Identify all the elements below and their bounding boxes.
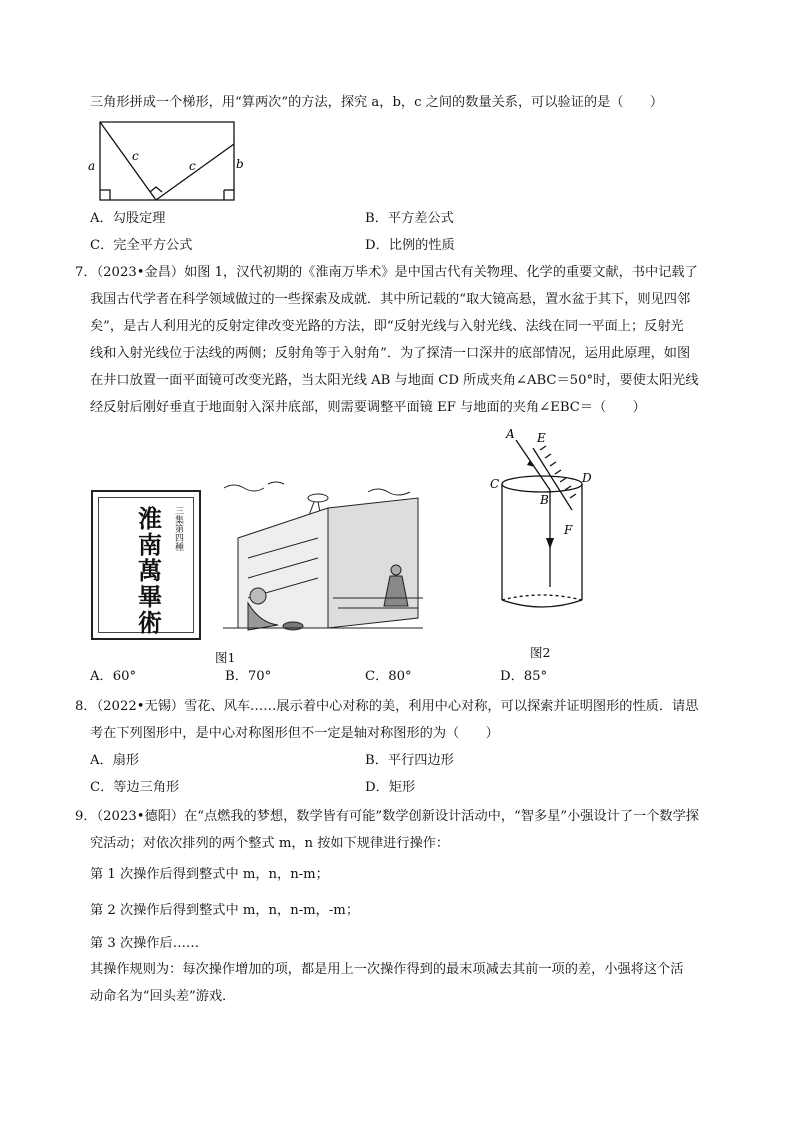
q8-option-d[interactable]: D．矩形	[365, 780, 416, 795]
book-char-4: 畢	[138, 582, 162, 611]
book-char-2: 南	[138, 530, 162, 559]
q9-line-2: 究活动；对依次排列的两个整式 m，n 按如下规律进行操作：	[90, 836, 450, 851]
fig2-label-C: C	[490, 477, 500, 491]
q7-option-d[interactable]: D．85°	[500, 669, 548, 684]
q9-line-1: 9．（2023•德阳）在“点燃我的梦想，数学皆有可能”数学创新设计活动中，“智多星”小强设计了一个数学探	[75, 809, 699, 824]
book-char-3: 萬	[138, 556, 162, 585]
q7-fig1-caption: 图1	[215, 650, 236, 665]
q7-option-c[interactable]: C．80°	[365, 669, 412, 684]
q6-label-b: b	[236, 157, 244, 171]
q7-line-4: 线和入射光线位于法线的两侧；反射角等于入射角”．为了探清一口深井的底部情况，运用此原理，如图	[90, 346, 691, 361]
q7-line-6: 经反射后刚好垂直于地面射入深井底部，则需要调整平面镜 EF 与地面的夹角∠EBC＝（ ）	[90, 400, 646, 415]
fig2-label-D: D	[582, 471, 592, 485]
q7-fig2-caption: 图2	[530, 645, 551, 660]
q7-option-b[interactable]: B．70°	[225, 669, 272, 684]
fig2-label-E: E	[537, 431, 546, 445]
q6-option-d[interactable]: D．比例的性质	[365, 238, 455, 253]
q6-option-b[interactable]: B．平方差公式	[365, 211, 454, 226]
q7-well-mirror-figure	[488, 422, 598, 622]
fig2-label-B: B	[540, 493, 549, 507]
q9-step-2: 第 2 次操作后得到整式中 m，n，n-m，-m；	[90, 903, 360, 918]
fig2-label-A: A	[506, 427, 515, 441]
q8-option-b[interactable]: B．平行四边形	[365, 753, 454, 768]
q6-option-c[interactable]: C．完全平方公式	[90, 238, 193, 253]
q8-option-c[interactable]: C．等边三角形	[90, 780, 180, 795]
q9-step-1: 第 1 次操作后得到整式中 m，n，n-m；	[90, 867, 329, 882]
q7-line-3: 矣”，是古人利用光的反射定律改变光路的方法，即“反射光线与入射光线、法线在同一平面上；反射光	[90, 319, 684, 334]
q8-line-1: 8．（2022•无锡）雪花、风车……展示着中心对称的美，利用中心对称，可以探索并证明图形的性质．请思	[75, 699, 699, 714]
fig2-label-F: F	[564, 523, 573, 537]
q7-option-a[interactable]: A．60°	[90, 669, 137, 684]
q6-trapezoid-figure	[86, 118, 246, 204]
q8-option-a[interactable]: A．扇形	[90, 753, 140, 768]
q9-step-3: 第 3 次操作后……	[90, 936, 200, 951]
q6-label-c-left: c	[132, 149, 139, 163]
q7-line-5: 在井口放置一面平面镜可改变光路，当太阳光线 AB 与地面 CD 所成夹角∠ABC＝50°时，要使太阳光线	[90, 373, 699, 388]
q6-label-a: a	[88, 159, 96, 173]
q8-line-2: 考在下列图形中，是中心对称图形但不一定是轴对称图形的为（ ）	[90, 726, 499, 741]
q7-woodcut-illustration	[218, 478, 423, 638]
q7-line-1: 7．（2023•金昌）如图 1，汉代初期的《淮南万毕术》是中国古代有关物理、化学的重要文献，书中记载了	[75, 265, 698, 280]
book-char-5: 術	[138, 608, 162, 637]
q7-line-2: 我国古代学者在科学领域做过的一些探索及成就．其中所记载的“取大镜高悬，置水盆于其下，则见四邻	[90, 292, 691, 307]
book-side-label: 三集第四種	[173, 506, 183, 551]
q7-book-cover	[91, 490, 201, 640]
q9-rule-line-1: 其操作规则为：每次操作增加的项，都是用上一次操作得到的最末项减去其前一项的差，小强将这个活	[90, 962, 684, 977]
q6-label-c-right: c	[189, 159, 196, 173]
q9-rule-line-2: 动命名为“回头差”游戏．	[90, 989, 236, 1004]
q6-stem-tail: 三角形拼成一个梯形，用“算两次”的方法，探究 a，b，c 之间的数量关系，可以验证的是（ ）	[90, 95, 664, 110]
q6-option-a[interactable]: A．勾股定理	[90, 211, 166, 226]
book-char-1: 淮	[138, 504, 162, 533]
